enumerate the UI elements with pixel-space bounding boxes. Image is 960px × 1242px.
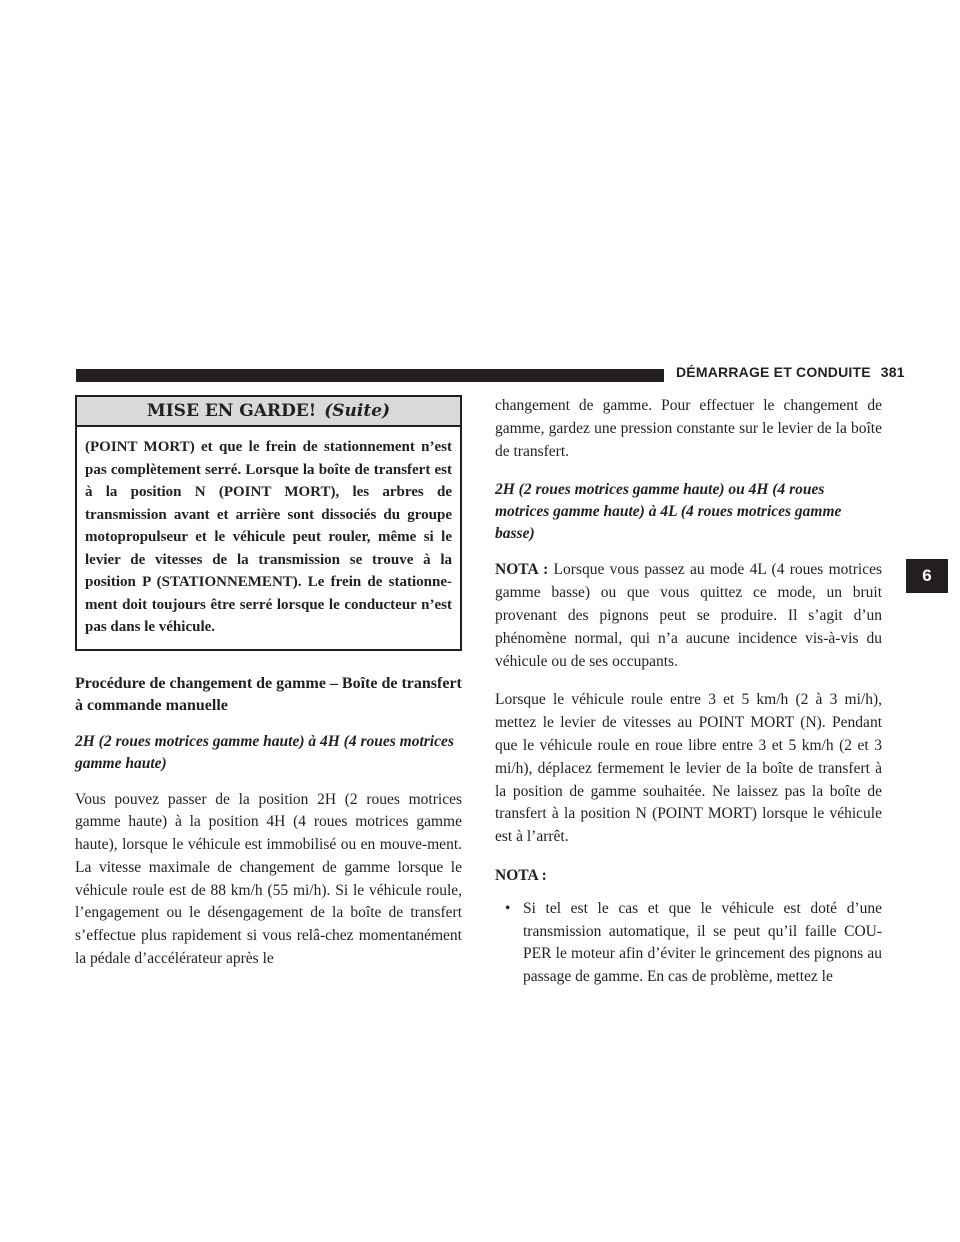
warning-title [77, 397, 460, 427]
subsection-heading: 2H (2 roues motrices gamme haute) à 4H (4 roues motrices gamme haute) [75, 732, 454, 772]
section-heading: Procédure de changement de gamme – Boîte de transfert à commande manuelle [75, 674, 462, 714]
note-paragraph [495, 559, 882, 673]
warning-body: (POINT MORT) et que le frein de stationnement n’est pas complètement serré. Lorsque la boîte de transfert est à la position N (POINT MORT), les arbres de transmission avant et arrière sont dissociés du groupe motopropulseur et le véhicule peut rouler, même si le levier de vitesses de la transmission se trouve à la position P (STATIONNEMENT). Le frein de stationne-ment doit toujours être serré lorsque le conducteur n’est pas dans le véhicule. [85, 439, 452, 635]
body-paragraph-2: Lorsque le véhicule roule entre 3 et 5 km/h (2 à 3 mi/h), mettez le levier de vitesses au POINT MORT (N). Pendant que le véhicule roule en roue libre entre 3 et 5 km/h (2 et 3 mi/h), déplacez fermement le levier de la boîte de transfert à la position de gamme souhaitée. Ne laissez pas la boîte de transfert à la position N (POINT MORT) lorsque le véhicule est à l’arrêt. [495, 691, 882, 846]
note-label-2: NOTA : [495, 866, 547, 884]
subsection-heading-2: 2H (2 roues motrices gamme haute) ou 4H (4 roues motrices gamme haute) à 4L (4 roues motrices gamme basse) [495, 481, 842, 543]
warning-box [75, 395, 462, 651]
warning-title-suffix: (Suite) [324, 401, 391, 421]
running-header [676, 364, 905, 380]
warning-title-text: MISE EN GARDE! [146, 401, 317, 421]
body-paragraph: Vous pouvez passer de la position 2H (2 roues motrices gamme haute) à la position 4H (4 roues motrices gamme haute), lorsque le véhicule est immobilisé ou en mouve-ment. La vitesse maximale de changement de gamme lorsque le véhicule roule est de 88 km/h (55 mi/h). Si le véhicule roule, l’engagement ou le désengagement de la boîte de transfert s’effectue plus rapidement si vous relâ-chez momentanément la pédale d’accélérateur après le [75, 790, 462, 968]
right-column [495, 395, 882, 989]
note-text: Lorsque vous passez au mode 4L (4 roues motrices gamme basse) ou que vous quittez ce mode, un bruit provenant des pignons peut se produire. Il s’agit d’un phénomène normal, qui n’a aucune incidence vis-à-vis du véhicule ou de ses occupants. [495, 561, 882, 670]
note-label: NOTA : [495, 561, 549, 579]
list-item [495, 898, 882, 989]
bullet-list [495, 898, 882, 989]
chapter-tab: 6 [906, 559, 948, 593]
page-number: 381 [880, 364, 905, 380]
header-rule [76, 369, 664, 382]
body-paragraph-continued: changement de gamme. Pour effectuer le changement de gamme, gardez une pression constante sur le levier de la boîte de transfert. [495, 397, 882, 460]
bullet-text: Si tel est le cas et que le véhicule est doté d’une transmission automatique, il se peut qu’il faille COU-PER le moteur afin d’éviter le grincement des pignons au passage de gamme. En cas de problème, mettez le [523, 899, 882, 986]
left-column [75, 395, 462, 987]
section-title: DÉMARRAGE ET CONDUITE [676, 364, 871, 380]
bullet-marker: • [505, 899, 511, 917]
